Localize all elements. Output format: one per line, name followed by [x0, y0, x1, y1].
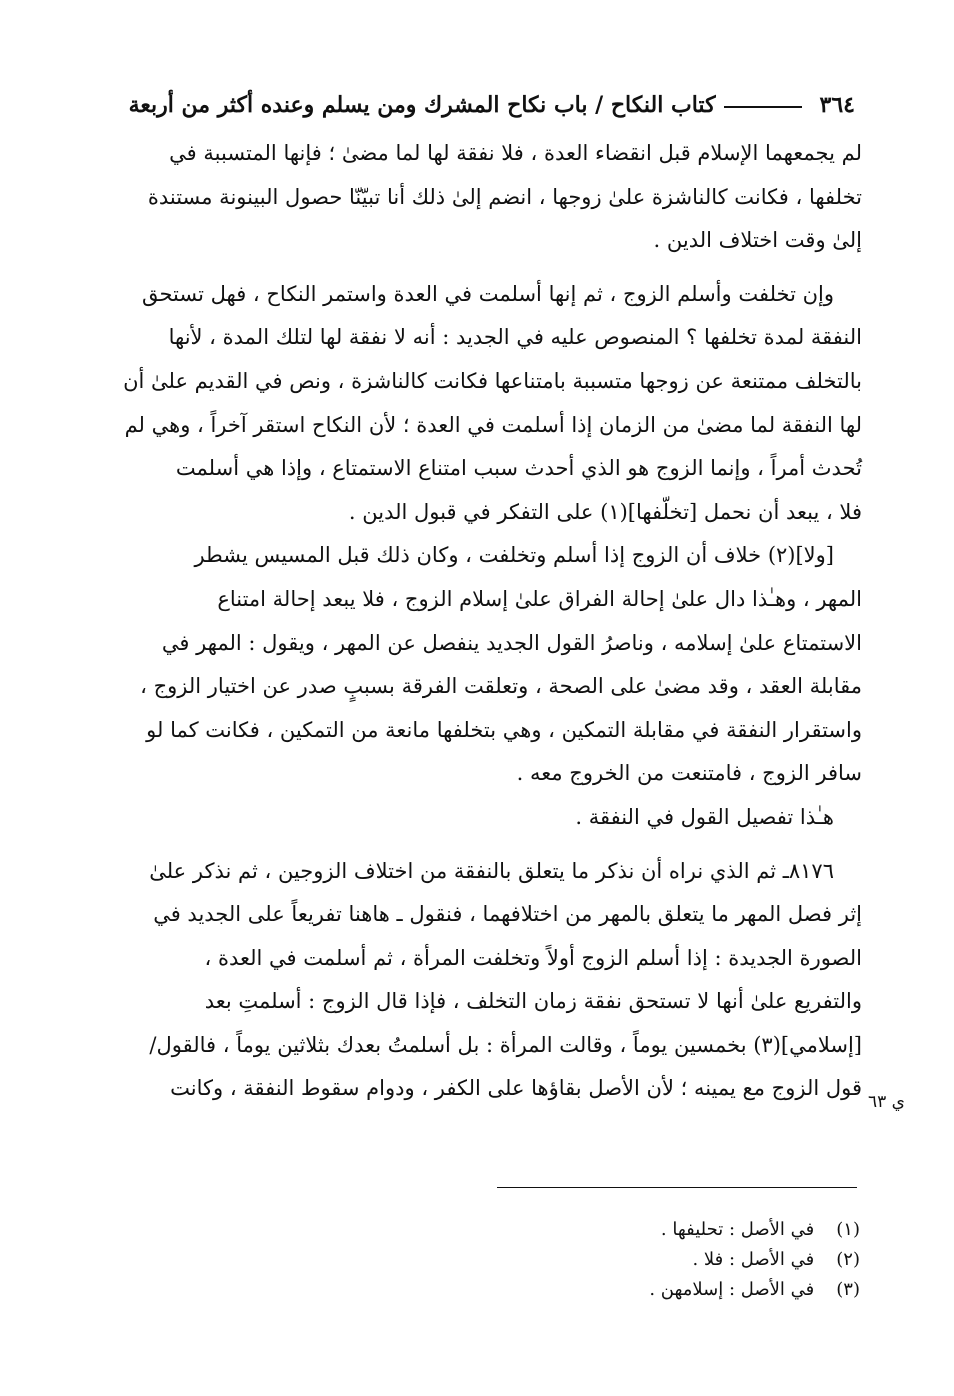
footnote-number: (٢) — [836, 1249, 860, 1270]
text-line: [ولا](٢) خلاف أن الزوج إذا أسلم وتخلفت ، وكان ذلك قبل المسيس يشطر — [194, 543, 834, 568]
text-line: واستقرار النفقة في مقابلة التمكين ، وهي بتخلفها مانعة من التمكين ، فكانت كما لو — [146, 717, 862, 742]
text-line: [إسلامي](٣) بخمسين يوماً ، وقالت المرأة : بل أسلمتُ بعدك بثلاثين يوماً ، فالقول/ — [149, 1032, 862, 1057]
running-header — [95, 85, 855, 125]
text-line: وإن تخلفت وأسلم الزوج ، ثم إنها أسلمت في العدة واستمر النكاح ، فهل تستحق — [141, 281, 834, 306]
footnote — [500, 1215, 860, 1245]
text-line: بالتخلف ممتنعة عن زوجها متسببة بامتناعها فكانت كالناشزة ، ونص في القديم علىٰ أن — [123, 368, 862, 393]
text-line: سافر الزوج ، فامتنعت من الخروج معه . — [516, 761, 862, 786]
text-line: تُحدث أمراً ، وإنما الزوج هو الذي أحدث سبب امتناع الاستمتاع ، وإذا هي أسلمت — [175, 456, 862, 481]
footnotes — [500, 1215, 860, 1305]
margin-page-reference: ي ٦٣ — [868, 1092, 905, 1112]
text-line: قول الزوج مع يمينه ؛ لأن الأصل بقاؤها على الكفر ، ودوام سقوط النفقة ، وكانت — [170, 1076, 862, 1101]
footnote-text: في الأصل : إسلامهن . — [649, 1279, 815, 1300]
text-line: هـٰذا تفصيل القول في النفقة . — [575, 804, 834, 829]
header-rule — [724, 106, 802, 108]
text-line: النفقة لمدة تخلفها ؟ المنصوص عليه في الجديد : أنه لا نفقة لها لتلك المدة ، لأنها — [168, 325, 862, 350]
footnote-number: (١) — [836, 1219, 860, 1240]
footnote-text: في الأصل : تحليفها . — [660, 1219, 815, 1240]
text-line: إلىٰ وقت اختلاف الدين . — [653, 228, 862, 253]
text-line: تخلفها ، فكانت كالناشزة علىٰ زوجها ، انضم إلىٰ ذلك أنا تبيّنّا حصول البينونة مستندة — [147, 184, 862, 209]
footnote-rule — [497, 1187, 857, 1188]
footnote-number: (٣) — [836, 1279, 860, 1300]
text-line: الاستمتاع علىٰ إسلامه ، وناصرُ القول الجديد ينفصل عن المهر ، ويقول : المهر في — [161, 630, 862, 655]
text-line: الصورة الجديدة : إذا أسلم الزوج أولاً وتخلفت المرأة ، ثم أسلمت في العدة ، — [204, 945, 862, 970]
footnote-text: في الأصل : فلا . — [692, 1249, 815, 1270]
text-line: مقابلة العقد ، وقد مضىٰ على الصحة ، وتعلقت الفرقة بسببٍ صدر عن اختيار الزوج ، — [140, 674, 862, 699]
footnote — [500, 1245, 860, 1275]
text-line: إثر فصل المهر ما يتعلق بالمهر من اختلافهما ، فنقول ـ هاهنا تفريعاً على الجديد في — [153, 902, 862, 927]
footnote — [500, 1275, 860, 1305]
text-line: فلا ، يبعد أن نحمل [تخلّفها](١) على التفكر في قبول الدين . — [348, 499, 862, 524]
text-line: لها النفقة لما مضىٰ من الزمان إذا أسلمت في العدة ؛ لأن النكاح استقر آخراً ، وهي لم — [124, 412, 862, 437]
body-text — [92, 132, 862, 1111]
text-line: المهر ، وهـٰذا دال علىٰ إحالة الفراق علىٰ إسلام الزوج ، فلا يبعد إحالة امتناع — [217, 586, 862, 611]
text-line: لم يجمعهما الإسلام قبل انقضاء العدة ، فلا نفقة لها لما مضىٰ ؛ فإنها المتسببة في — [169, 141, 862, 165]
text-line: والتفريع علىٰ أنها لا تستحق نفقة زمان التخلف ، فإذا قال الزوج : أسلمتِ بعد — [204, 989, 862, 1014]
text-line: ٨١٧٦ـ ثم الذي نراه أن نذكر ما يتعلق بالنفقة من اختلاف الزوجين ، ثم نذكر علىٰ — [149, 858, 834, 883]
page-number: ٣٦٤ — [819, 92, 855, 118]
header-title: كتاب النكاح / باب نكاح المشرك ومن يسلم وعنده أكثر من أربعة — [128, 92, 716, 118]
